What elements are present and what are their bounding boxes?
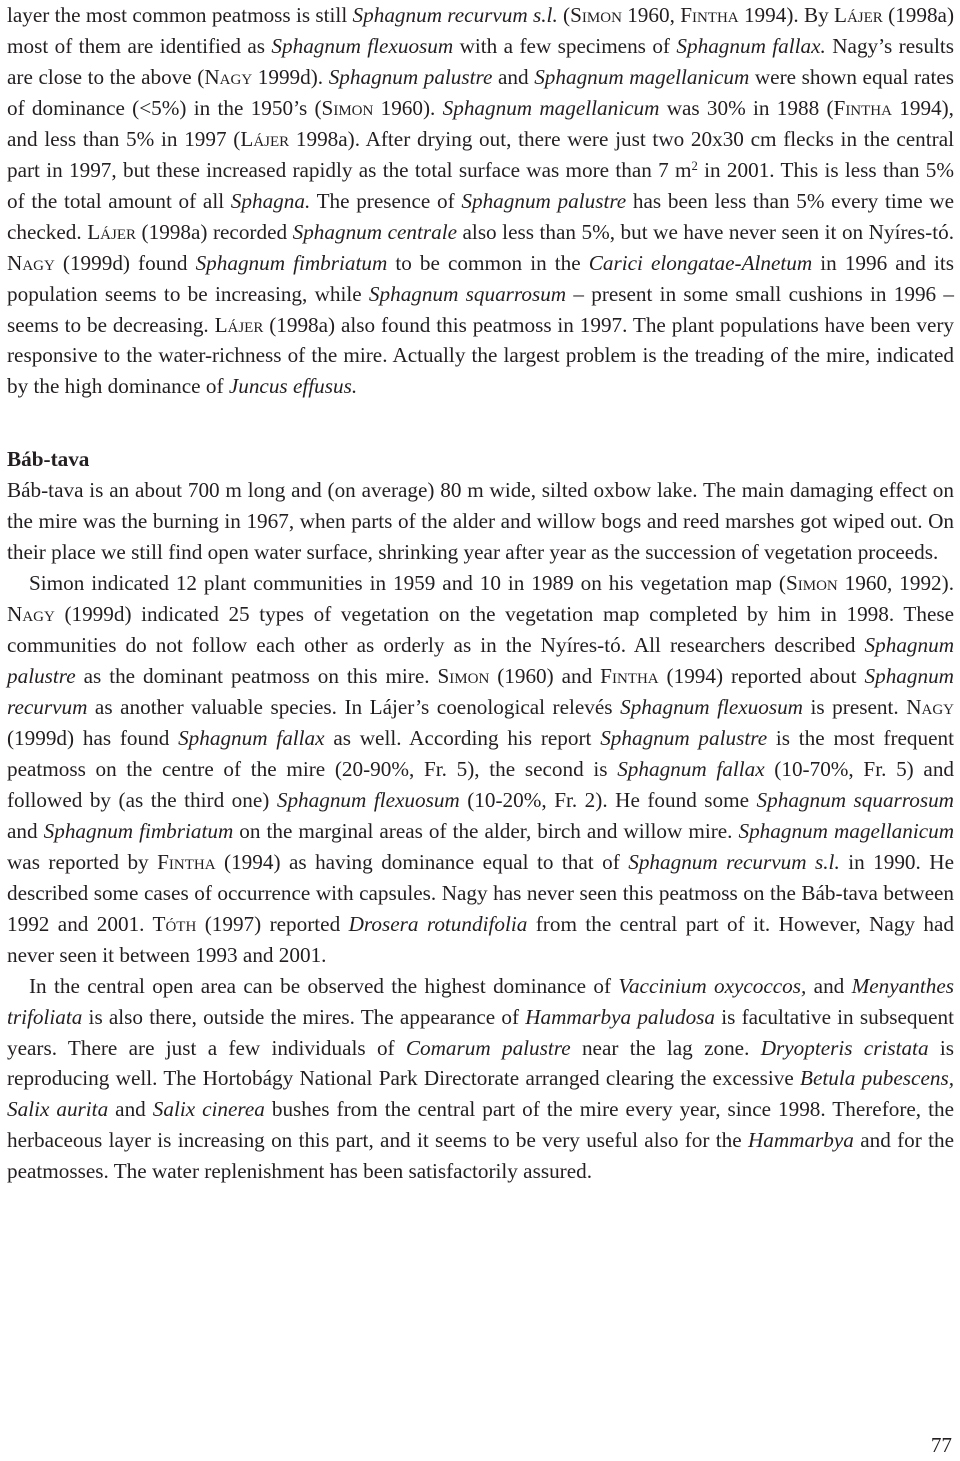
italic-run: Sphagnum recurvum s.l.: [628, 849, 840, 874]
text-run: were shown equal rates of dominance (<5%) in the 1950’s (S: [7, 64, 955, 120]
small-caps-run: agy: [219, 64, 253, 89]
italic-run: Sphagnum magellanicum: [738, 818, 955, 843]
italic-run: Sphagnum flexuosum: [271, 33, 454, 58]
page-body: [7, 0, 954, 1187]
text-run: (1999d) found: [54, 250, 196, 275]
text-run: 1998a). After drying out, there were just two 20x30 cm flecks in the central part in 1997, but these increased rapidly as the total surface was more than 7 m: [7, 126, 955, 182]
italic-run: Sphagnum flexuosum: [276, 787, 460, 812]
small-caps-run: intha: [611, 664, 659, 689]
text-run: 1960).: [373, 95, 443, 120]
small-caps-run: intha: [845, 95, 892, 120]
italic-run: Sphagnum fallax: [178, 725, 325, 750]
text-run: (1998a) recorded: [136, 219, 293, 244]
italic-run: Sphagnum squarrosum: [756, 787, 954, 812]
small-caps-run: ájer: [100, 219, 137, 244]
text-run: – present in some small cushions in 1996 – seems to be decreasing. L: [7, 281, 954, 337]
text-run: and: [108, 1097, 153, 1122]
text-run: 1960, F: [621, 3, 692, 27]
text-run: was 30% in 1988 (F: [659, 95, 846, 120]
text-run: layer the most common peatmoss is still: [7, 3, 353, 27]
small-caps-run: intha: [168, 849, 216, 874]
italic-run: Betula pubescens, Salix aurita: [7, 1066, 954, 1122]
text-run: as well. According his report: [324, 725, 601, 750]
italic-run: Carici elongatae-Alnetum: [588, 250, 813, 275]
text-run: (1998a) most of them are identified as: [7, 3, 955, 58]
text-run: in 1990. He described some cases of occurrence with capsules. Nagy has never seen this peatmoss on the Báb-tava between 1992 and 2001. T: [7, 849, 954, 936]
text-run: and for the peatmosses. The water replenishment has been satisfactorily assured.: [7, 1128, 955, 1184]
section-heading: Báb-tava: [7, 447, 90, 472]
italic-run: Sphagnum recurvum: [7, 664, 954, 720]
text-run: near the lag zone.: [570, 1035, 761, 1060]
text-run: (S: [557, 3, 582, 27]
italic-run: Sphagnum fallax.: [676, 33, 826, 58]
text-run: and: [7, 818, 44, 843]
text-run: is present. N: [803, 695, 922, 720]
small-caps-run: ájer: [227, 312, 264, 337]
text-run: to be common in the: [387, 250, 589, 275]
text-run: Nagy’s results are close to the above (N: [7, 33, 954, 89]
text-run: is reproducing well. The Hortobágy National Park Directorate arranged clearing the excessive: [7, 1035, 954, 1091]
italic-run: Sphagnum magellanicum: [442, 95, 660, 120]
text-run: has been less than 5% every time we checked. L: [7, 188, 955, 244]
text-run: (1998a) also found this peatmoss in 1997. The plant populations have been very responsive to the water-richness of the mire. Actually the largest problem is the treading of the mire, indicated by the high dominance of: [7, 312, 954, 399]
text-run: (1960) and F: [489, 664, 612, 689]
text-run: with a few specimens of: [453, 33, 677, 58]
text-run: bushes from the central part of the mire every year, since 1998. Therefore, the herbaceous layer is increasing on this part, and it seems to be very useful also for the: [7, 1097, 954, 1153]
small-caps-run: agy: [22, 602, 55, 627]
small-caps-run: imon: [581, 3, 622, 27]
italic-run: Hammarbya: [747, 1128, 854, 1153]
text-run: is the most frequent peatmoss on the centre of the mire (20-90%, Fr. 5), the second is: [7, 725, 955, 781]
text-run: (10-20%, Fr. 2). He found some: [459, 787, 757, 812]
italic-run: Sphagnum recurvum s.l.: [352, 3, 558, 27]
italic-run: Hammarbya paludosa: [525, 1004, 716, 1029]
small-caps-run: imon: [797, 571, 838, 596]
text-run: from the central part of it. However, Nagy had never seen it between 1993 and 2001.: [7, 911, 955, 967]
superscript-run: 2: [691, 158, 698, 173]
small-caps-run: agy: [921, 695, 954, 720]
paragraph-simon: [7, 568, 954, 970]
text-run: Simon indicated 12 plant communities in 1959 and 10 in 1989 on his vegetation map (S: [29, 571, 798, 596]
italic-run: Sphagnum palustre: [7, 633, 954, 689]
text-run: (1999d) indicated 25 types of vegetation on the vegetation map completed by him in 1998. These communities do not follow each other as orderly as in the Nyíres-tó. All researchers described: [7, 602, 954, 658]
text-run: 1994). By L: [738, 3, 847, 27]
section-gap: [7, 402, 954, 444]
text-run: Báb-tava is an about 700 m long and (on average) 80 m wide, silted oxbow lake. The main damaging effect on the mire was the burning in 1967, when parts of the alder and willow bogs and reed marshes got wiped out. On their place we still find open water surface, shrinking year after year as the succession of vegetation proceeds.: [7, 478, 954, 565]
italic-run: Comarum palustre: [405, 1035, 571, 1060]
paragraph-bab-intro: [7, 475, 954, 568]
text-run: (1994) reported about: [658, 664, 865, 689]
paragraph-continued: [7, 0, 954, 402]
text-run: in 1996 and its population seems to be increasing, while: [7, 250, 954, 306]
italic-run: Sphagnum fallax: [617, 756, 765, 781]
text-run: was reported by F: [7, 849, 169, 874]
text-run: 1960, 1992). N: [7, 571, 955, 627]
italic-run: Sphagnum palustre: [461, 188, 627, 213]
italic-run: Sphagnum squarrosum: [368, 281, 567, 306]
text-run: (10-70%, Fr. 5) and followed by (as the third one): [7, 756, 955, 812]
italic-run: Sphagnum palustre: [600, 725, 768, 750]
text-run: and: [806, 973, 852, 998]
text-run: In the central open area can be observed the highest dominance of: [29, 973, 619, 998]
text-run: (1994) as having dominance equal to that of: [215, 849, 629, 874]
italic-run: Sphagnum centrale: [292, 219, 457, 244]
italic-run: Drosera rotundifolia: [348, 911, 528, 936]
italic-run: Sphagna.: [230, 188, 311, 213]
text-run: and: [492, 64, 535, 89]
small-caps-run: ájer: [846, 3, 883, 27]
italic-run: Sphagnum palustre: [328, 64, 493, 89]
small-caps-run: imon: [333, 95, 374, 120]
text-run: is also there, outside the mires. The appearance of: [82, 1004, 526, 1029]
small-caps-run: intha: [691, 3, 739, 27]
italic-run: Sphagnum flexuosum: [620, 695, 803, 720]
italic-run: Sphagnum fimbriatum: [195, 250, 388, 275]
small-caps-run: ájer: [253, 126, 290, 151]
small-caps-run: imon: [449, 664, 490, 689]
small-caps-run: óth: [165, 911, 197, 936]
text-run: The presence of: [310, 188, 462, 213]
italic-run: Salix cinerea: [152, 1097, 265, 1122]
italic-run: Sphagnum fimbriatum: [43, 818, 234, 843]
text-run: in 2001. This is less than 5% of the total amount of all: [7, 157, 954, 213]
text-run: 1999d).: [252, 64, 329, 89]
text-run: (1999d) has found: [7, 725, 179, 750]
italic-run: Menyanthes trifoliata: [7, 973, 954, 1029]
text-run: (1997) reported: [196, 911, 349, 936]
italic-run: Sphagnum magellanicum: [534, 64, 750, 89]
text-run: as another valuable species. In Lájer’s coenological relevés: [87, 695, 621, 720]
paragraph-central: [7, 971, 954, 1188]
italic-run: Juncus effusus.: [228, 374, 358, 399]
small-caps-run: agy: [22, 250, 55, 275]
italic-run: Vaccinium oxycoccos,: [618, 973, 807, 998]
text-run: also less than 5%, but we have never seen it on Nyíres-tó. N: [7, 219, 954, 275]
text-run: is facultative in subsequent years. There are just a few individuals of: [7, 1004, 955, 1060]
italic-run: Dryopteris cristata: [760, 1035, 929, 1060]
text-run: as the dominant peatmoss on this mire. S: [75, 664, 450, 689]
text-run: 1994), and less than 5% in 1997 (L: [7, 95, 954, 151]
page-number: 77: [930, 1433, 952, 1457]
text-run: on the marginal areas of the alder, birch and willow mire.: [233, 818, 739, 843]
